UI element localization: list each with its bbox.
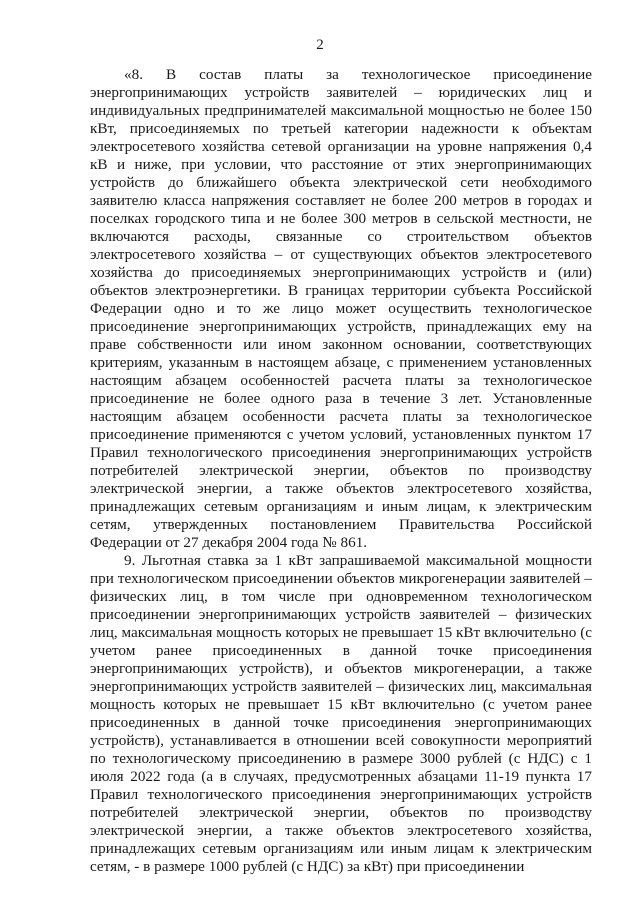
page-number: 2 [316, 37, 324, 53]
paragraph-9: 9. Льготная ставка за 1 кВт запрашиваемой максимальной мощности при технологическом присоединении объектов микрогенерации заявителей – физических лиц, в том числе при одновременном технологическом присоединении энергопринимающих устройств заявителей – физических лиц, максимальная мощность которых не превышает 15 кВт включительно (с учетом ранее присоединенных в данной точке присоединения энергопринимающих устройств), и объектов микрогенерации, а также энергопринимающих устройств заявителей – физических лиц, максимальная мощность которых не превышает 15 кВт включительно (с учетом ранее присоединенных в данной точке присоединения энергопринимающих устройств), устанавливается в отношении всей совокупности мероприятий по технологическому присоединению в размере 3000 рублей (с НДС) с 1 июля 2022 года (а в случаях, предусмотренных абзацами 11-19 пункта 17 Правил технологического присоединения энергопринимающих устройств потребителей электрической энергии, объектов по производству электрической энергии, а также объектов электросетевого хозяйства, принадлежащих сетевым организациям или иным лицам к электрическим сетям, - в размере 1000 рублей (с НДС) за кВт) при присоединении [90, 552, 592, 875]
paragraph-8: «8. В состав платы за технологическое присоединение энергопринимающих устройств заявителей – юридических лиц и индивидуальных предпринимателей максимальной мощностью не более 150 кВт, присоединяемых по третьей категории надежности к объектам электросетевого хозяйства сетевой организации на уровне напряжения 0,4 кВ и ниже, при условии, что расстояние от этих энергопринимающих устройств до ближайшего объекта электрической сети необходимого заявителю класса напряжения составляет не более 200 метров в городах и поселках городского типа и не более 300 метров в сельской местности, не включаются расходы, связанные со строительством объектов электросетевого хозяйства – от существующих объектов электросетевого хозяйства до присоединяемых энергопринимающих устройств и (или) объектов электроэнергетики. В границах территории субъекта Российской Федерации одно и то же лицо может осуществить технологическое присоединение энергопринимающих устройств, принадлежащих ему на праве собственности или ином законном основании, соответствующих критериям, указанным в настоящем абзаце, с применением установленных настоящим абзацем особенностей расчета платы за технологическое присоединение не более одного раза в течение 3 лет. Установленные настоящим абзацем особенности расчета платы за технологическое присоединение применяются с учетом условий, установленных пунктом 17 Правил технологического присоединения энергопринимающих устройств потребителей электрической энергии, объектов по производству электрической энергии, а также объектов электросетевого хозяйства, принадлежащих сетевым организациям и иным лицам, к электрическим сетям, утвержденных постановлением Правительства Российской Федерации от 27 декабря 2004 года № 861. [90, 66, 592, 551]
document-body [90, 66, 592, 876]
